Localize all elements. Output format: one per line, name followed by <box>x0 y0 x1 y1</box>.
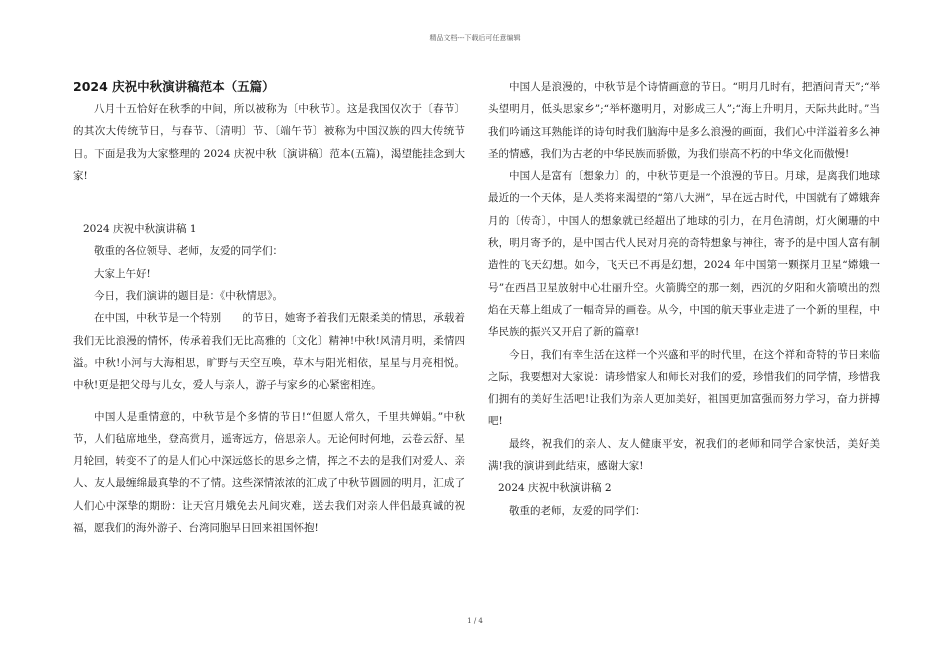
paragraph-1: 在中国，中秋节是一个特别 的节日，她寄予着我们无限柔美的情思，承载着我们无比浪漫的情怀，传承着我们无比高雅的〔文化〕精神!中秋!风清月明，柔情四溢。中秋!小河与大海相思，旷野与天空互唤，草木与阳光相依，星星与月亮相悦。中秋!更是把父母与儿女，爱人与亲人，游子与家乡的心紧密相连。 <box>73 312 465 392</box>
spacer <box>73 187 465 209</box>
page-number: 1 / 4 <box>467 617 483 625</box>
spacer <box>73 209 465 218</box>
speech2-title: 2024 庆祝中秋演讲稿 2 <box>498 482 612 495</box>
paragraph-5: 今日，我们有幸生活在这样一个兴盛和平的时代里，在这个祥和奇特的节日来临之际，我要想对大家说：请珍惜家人和师长对我们的爱，珍惜我们的同学情，珍惜我们拥有的美好生活吧!让我们为亲人更加美好，祖国更加富强而努力学习，奋力拼搏吧! <box>488 348 880 428</box>
paragraph-6: 最终，祝我们的亲人、友人健康平安，祝我们的老师和同学合家快活，美好美满!我的演讲到此结束，感谢大家! <box>488 437 880 473</box>
greeting: 敬重的各位领导、老师，友爱的同学们： <box>94 245 283 258</box>
topic-line: 今日，我们演讲的题目是：《中秋情思》。 <box>94 290 283 303</box>
greeting-2: 敬重的老师，友爱的同学们： <box>509 504 646 517</box>
intro-paragraph: 八月十五恰好在秋季的中间，所以被称为〔中秋节〕。这是我国仅次于〔春节〕的其次大传统节日，与春节、〔清明〕节、〔端午节〕被称为中国汉族的四大传统节日。下面是我为大家整理的 2024 庆祝中秋〔演讲稿〕范本(五篇)，渴望能挂念到大家! <box>73 103 465 182</box>
document-title: 2024 庆祝中秋演讲稿范本（五篇） <box>73 79 275 94</box>
paragraph-4: 中国人是富有〔想象力〕的，中秋节更是一个浪漫的节日。月球，是离我们地球最近的一个天体，是人类将来渴望的“第八大洲”，早在远古时代，中国就有了嫦娥奔月的〔传奇〕，中国人的想象就已经超出了地球的引力，在月色清朗，灯火阑珊的中秋，明月寄予的，是中国古代人民对月亮的奇特想象与神往，寄予的是中国人富有制造性的飞天幻想。如今，飞天已不再是幻想，2024 年中国第一颗探月卫星“嫦娥一号”在西昌卫星放射中心壮丽升空。火箭腾空的那一刻，西沉的夕阳和火箭喷出的烈焰在天幕上组成了一幅奇异的画卷。从今，中国的航天事业走进了一个新的里程，中华民族的振兴又开启了新的篇章! <box>488 170 880 339</box>
paragraph-3: 中国人是浪漫的，中秋节是个诗情画意的节日。“明月几时有，把酒问青天”;“举头望明月，低头思家乡”;“举杯邀明月，对影成三人”;“海上升明月，天际共此时。”当我们吟诵这耳熟能详的诗句时我们脑海中是多么浪漫的画面，我们心中洋溢着多么神圣的情感，我们为古老的中华民族而骄傲，为我们崇高不朽的中华文化而傲慢! <box>488 81 880 160</box>
speech1-title: 2024 庆祝中秋演讲稿 1 <box>83 223 197 236</box>
header-note: 精品文档---下载后可任意编辑 <box>429 34 521 42</box>
hello-line: 大家上午好! <box>94 267 151 280</box>
spacer <box>73 397 465 406</box>
paragraph-2: 中国人是重情意的，中秋节是个多情的节日!“但愿人常久，千里共婵娟。”中秋节，人们毡席地坐，登高赏月，遥寄远方，倍思亲人。无论何时何地，云卷云舒、星月轮回，转变不了的是人们心中深远悠长的思乡之情，挥之不去的是我们对爱人、亲人、友人最缠绵最真挚的不了情。这些深情浓浓的汇成了中秋节圆圆的明月，汇成了人们心中深挚的期盼：让天宫月娥免去凡间灾难，送去我们对亲人伴侣最真诚的祝福，愿我们的海外游子、台湾同胞早日回来祖国怀抱! <box>73 410 465 535</box>
left-column <box>73 76 465 539</box>
right-column <box>488 76 880 522</box>
